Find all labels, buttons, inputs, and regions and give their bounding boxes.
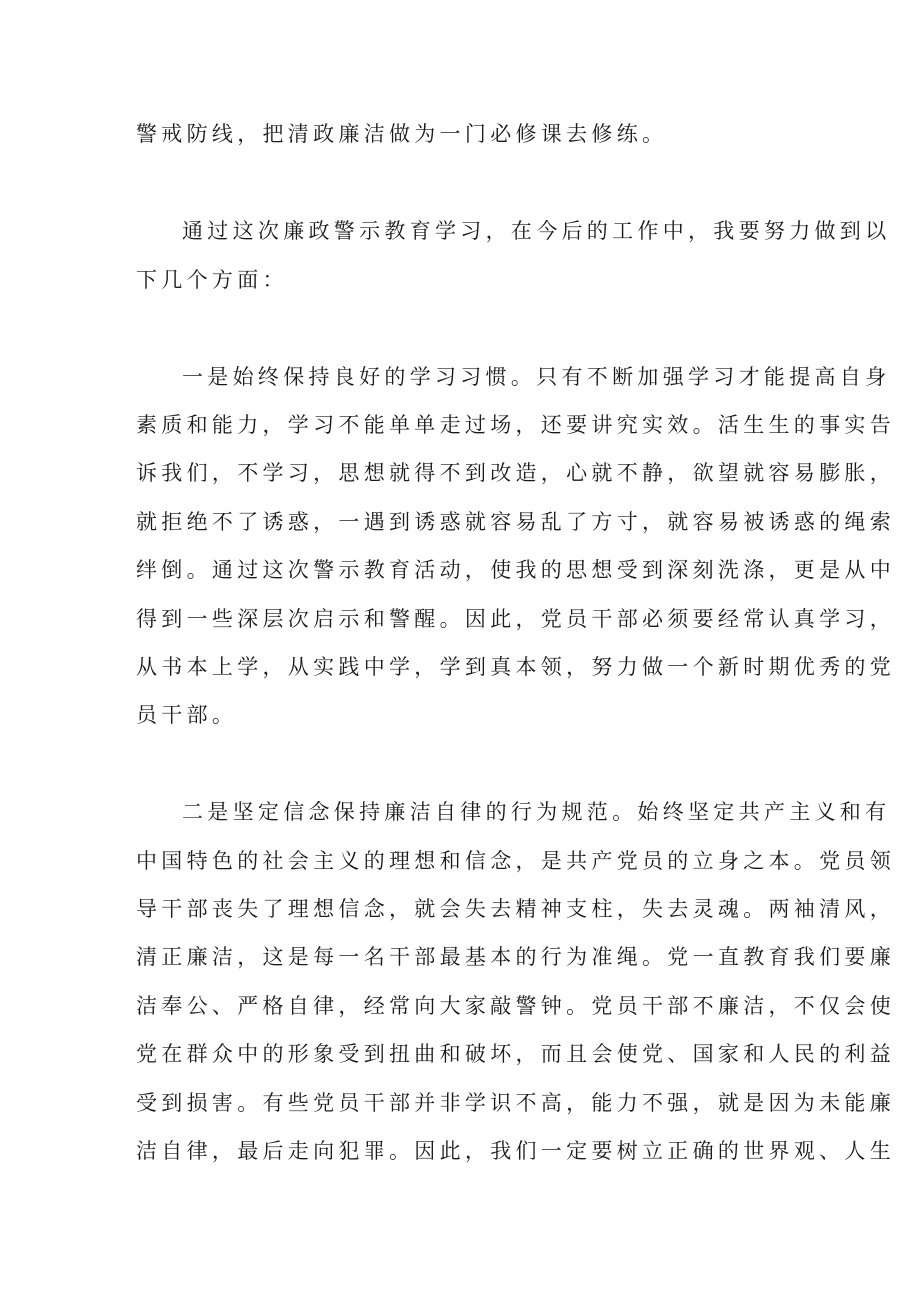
paragraph-2-line-3: 就拒绝不了诱惑，一遇到诱惑就容易乱了方寸，就容易被诱惑的绳索 (136, 510, 895, 534)
paragraph-3-line-3: 清正廉洁，这是每一名干部最基本的行为准绳。党一直教育我们要廉 (136, 945, 895, 969)
paragraph-2-line-5: 得到一些深层次启示和警醒。因此，党员干部必须要经常认真学习， (136, 607, 895, 631)
paragraph-2-line-1: 素质和能力，学习不能单单走过场，还要讲究实效。活生生的事实告 (136, 413, 895, 437)
paragraph-3-line-5: 党在群众中的形象受到扭曲和破坏，而且会使党、国家和人民的利益 (136, 1042, 895, 1066)
paragraph-2-line-7: 员干部。 (136, 703, 238, 727)
paragraph-3-line-2: 导干部丧失了理想信念，就会失去精神支柱，失去灵魂。两袖清风， (136, 897, 895, 921)
paragraph-2-line-2: 诉我们，不学习，思想就得不到改造，心就不静，欲望就容易膨胀， (136, 461, 895, 485)
paragraph-3-line-0: 二是坚定信念保持廉洁自律的行为规范。始终坚定共产主义和有 (182, 800, 891, 824)
paragraph-3-line-4: 洁奉公、严格自律，经常向大家敲警钟。党员干部不廉洁，不仅会使 (136, 994, 895, 1018)
document-page (136, 0, 895, 1301)
paragraph-0-line-0: 警戒防线，把清政廉洁做为一门必修课去修练。 (136, 122, 668, 146)
paragraph-2-line-6: 从书本上学，从实践中学，学到真本领，努力做一个新时期优秀的党 (136, 655, 895, 679)
paragraph-2-line-4: 绊倒。通过这次警示教育活动，使我的思想受到深刻洗涤，更是从中 (136, 558, 895, 582)
paragraph-3-line-6: 受到损害。有些党员干部并非学识不高，能力不强，就是因为未能廉 (136, 1091, 895, 1115)
paragraph-1-line-1: 下几个方面： (136, 268, 288, 292)
paragraph-2-line-0: 一是始终保持良好的学习习惯。只有不断加强学习才能提高自身 (182, 365, 891, 389)
paragraph-3-line-7: 洁自律，最后走向犯罪。因此，我们一定要树立正确的世界观、人生 (136, 1139, 895, 1163)
paragraph-3-line-1: 中国特色的社会主义的理想和信念，是共产党员的立身之本。党员领 (136, 849, 895, 873)
paragraph-1-line-0: 通过这次廉政警示教育学习，在今后的工作中，我要努力做到以 (182, 219, 891, 243)
